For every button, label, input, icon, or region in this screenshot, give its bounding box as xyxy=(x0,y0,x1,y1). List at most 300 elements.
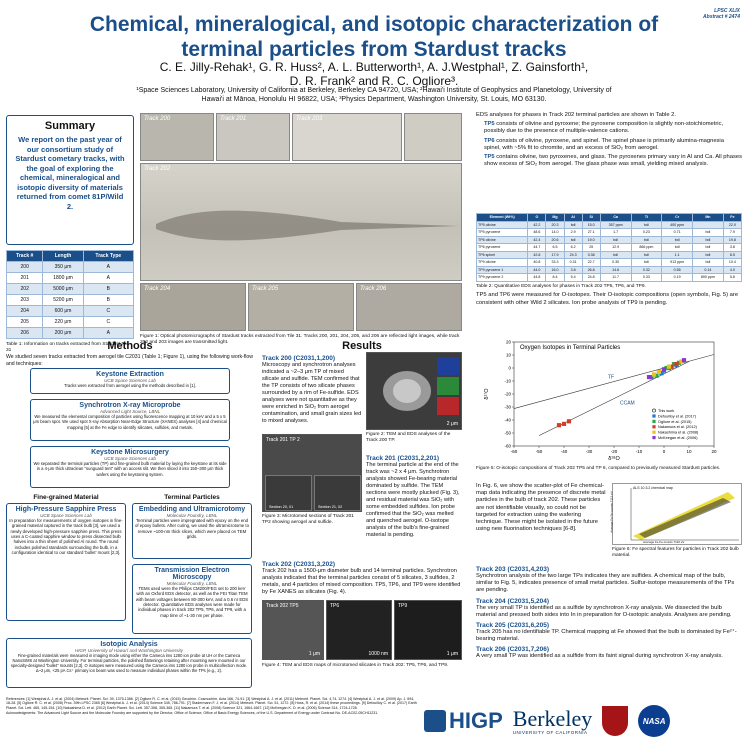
photo-label: Track 204 xyxy=(144,286,171,292)
image-label: Track 202 TP5 xyxy=(266,603,299,609)
table-cell: 8.5 xyxy=(723,251,741,259)
x-tick-label: 10 xyxy=(686,449,692,454)
method-sub: Molecular Foundry, LBNL xyxy=(166,513,218,518)
y-tick-label: -10 xyxy=(504,378,511,384)
table-row xyxy=(7,273,134,284)
abstract-number: Abstract # 2474 xyxy=(703,14,740,20)
table-cell: 10.4 xyxy=(723,259,741,267)
methods-intro: We studied seven tracks extracted from aerogel tile C2031 (Table 1; Figure 1), using the following work-flow and techniques: xyxy=(6,354,254,367)
column-header: Length xyxy=(43,251,83,262)
table-cell: 48.6 xyxy=(528,229,546,237)
data-point xyxy=(652,373,656,377)
table-cell: 2.9 xyxy=(564,229,582,237)
table-row xyxy=(477,244,742,252)
fig4-tp5 xyxy=(262,600,324,660)
title-line-2: terminal particles from Stardust tracks xyxy=(181,38,567,61)
summary-box xyxy=(6,115,134,245)
table-cell: bdl xyxy=(693,236,724,244)
method-title: Keystone Microsurgery xyxy=(91,449,169,456)
legend-label: Defouilloy et al. (2017) xyxy=(658,414,696,419)
table-cell: 7.9 xyxy=(723,229,741,237)
uc-text: UNIVERSITY OF CALIFORNIA xyxy=(512,729,588,735)
method-title: Keystone Extraction xyxy=(96,371,164,378)
results-title: Results xyxy=(342,340,382,352)
section-label: Section 20, 01 xyxy=(269,505,294,509)
table-cell: 1.1 xyxy=(662,251,693,259)
table-cell: 33.3 xyxy=(546,259,564,267)
acknowledgments: Acknowledgments: The Advanced Light Source and the Molecular Foundry are supported by the Director, Office of Science, Office of Basic Energy Sciences, of the U.S. Department of Energy under Contract No. DE-AC02-05CH11231. xyxy=(6,711,379,716)
table-cell: 913 ppm xyxy=(662,259,693,267)
track-203-title: Track 203 (C2031,4,203) xyxy=(476,566,549,573)
y-tick-label: 20 xyxy=(505,339,511,345)
y-tick-label: -20 xyxy=(504,391,511,397)
table-cell: bdl xyxy=(693,244,724,252)
x-tick-label: -10 xyxy=(635,449,643,454)
affiliation-line-1: ¹Space Sciences Laboratory, University of California at Berkeley, Berkeley CA 94720, USA; ²Hawai'i Institute of Geophysics and Planetology, University of xyxy=(136,87,612,94)
method-sub: UCB Space Sciences Lab xyxy=(40,513,92,518)
method-sub: Advanced Light Source, LBNL xyxy=(99,409,161,414)
table-cell: bdl xyxy=(631,259,662,267)
column-header: Track Type xyxy=(83,251,133,262)
higp-mark xyxy=(424,710,446,732)
conference-id xyxy=(703,8,740,20)
method-text: Terminal particles were impregnated with epoxy on the end of epoxy bullets. After curing, we used the ultramicrotome to remove ~100-nm thick slices, which were placed on TEM grids. xyxy=(135,518,249,540)
table-cell: 0.55 xyxy=(662,266,693,274)
photo-label: Track 203 xyxy=(296,116,323,122)
bullet-tp5-label: TP5 xyxy=(484,121,495,128)
x-axis-label: δ¹⁸O xyxy=(608,456,620,462)
method-isotopic-analysis xyxy=(6,638,252,688)
table-cell: 0.31 xyxy=(564,259,582,267)
bullet-tp9-label: TP5 xyxy=(484,154,495,161)
results-track-202 xyxy=(262,558,462,596)
track-203-text: Synchrotron analysis of the two large TPs indicates they are sulfides. A chemical map of the bulb, similar to Fig. 5, indicates presence of small metal particles. Sulfur-isotope measurements of the TPs are pending. xyxy=(476,573,735,594)
eds-intro: EDS analyses for phases in Track 202 terminal particles are shown in Table 2. xyxy=(476,112,676,118)
table-cell: 25 xyxy=(582,244,600,252)
table-cell: 890 ppm xyxy=(693,274,724,282)
table-cell: B xyxy=(83,295,133,306)
table-cell: 4.0 xyxy=(723,266,741,274)
reference-line-label: CCAM xyxy=(620,400,635,407)
table-cell: 24.3 xyxy=(564,251,582,259)
table-cell: 6.5 xyxy=(546,244,564,252)
method-microsurgery xyxy=(30,446,230,488)
chart-title: Oxygen Isotopes in Terminal Particles xyxy=(520,345,621,351)
table-cell: 0.38 xyxy=(582,251,600,259)
fig6-description: In Fig. 6, we show the scatter-plot of Fe chemical-map data indicating the presence of discrete metal particles in the bulb of track 202. These particles are not identifiable visually, so could not be targeted for extraction using the wafering technique. These might be isolated in the future using new fluorination techniques [6-8]. xyxy=(476,483,606,533)
poster-header xyxy=(0,0,748,108)
data-point xyxy=(567,420,571,424)
table-cell: 202 xyxy=(7,284,43,295)
bullet-tp6-label: TP6 xyxy=(484,137,495,144)
track-206-title: Track 206 (C2031,7,206) xyxy=(476,646,549,654)
table-cell: TP6 spinel xyxy=(477,251,528,259)
column-header: Element (Wt%) xyxy=(477,214,528,222)
data-point xyxy=(647,375,651,379)
table-cell: 203 xyxy=(7,295,43,306)
section-b xyxy=(314,475,361,511)
legend-marker xyxy=(652,431,655,434)
method-title: Transmission Electron Microscopy xyxy=(154,567,230,581)
table-cell: TP6 olivine xyxy=(477,236,528,244)
table-cell: 42.2 xyxy=(528,221,546,229)
table-cell: 5200 μm xyxy=(43,295,83,306)
y-tick-label: -50 xyxy=(504,430,511,436)
eds-table xyxy=(476,213,742,282)
bullet-tp6-text: consists of olivine, pyroxene, and spinel. The spinel phase is primarily alumina-magnesia spinel, with ~5% fit to chromite, and an excess of SiO₂ from aerogel. xyxy=(484,137,724,151)
table-cell: TP9 olivine xyxy=(477,259,528,267)
methods-title: Methods xyxy=(107,340,153,352)
summary-title: Summary xyxy=(44,120,96,132)
method-sub: Molecular Foundry, LBNL xyxy=(166,581,218,586)
column-header: Al xyxy=(564,214,582,222)
method-sub: UCB Space Sciences Lab xyxy=(104,378,156,383)
method-title: Isotopic Analysis xyxy=(100,641,158,648)
bullet-tp6 xyxy=(476,138,742,152)
table-cell: 19.0 xyxy=(582,236,600,244)
method-text: In preparation for measurements of oxygen isotopes in fine-grained material captured in the track bulb [3], we used a newly developed high-pressure sapphire press. This press uses a C-coated sapphire window to press dissected bulb halves into a thin sheet of polished Al round. The round includes polished standards surrounding the bulb, in a configuration identical to our standard 'bullet' mount [2,3]. xyxy=(9,518,123,556)
image-label: TP6 xyxy=(330,603,340,609)
table-cell: 6.2 xyxy=(564,244,582,252)
table-cell: C xyxy=(83,317,133,328)
legend-marker xyxy=(652,420,655,423)
column-header: Si xyxy=(582,214,600,222)
method-title: High-Pressure Sapphire Press xyxy=(15,506,117,513)
table-cell: 11.7 xyxy=(600,274,631,282)
fig4-tp9 xyxy=(394,600,462,660)
table-row xyxy=(477,266,742,274)
table-cell: 205 xyxy=(7,317,43,328)
o-isotope-text: TP5 and TP6 were measured for O-isotopes. Their O-isotopic compositions (open symbols, Fig. 5) are consistent with other Wild 2 silicates. Ion probe analysis of TP9 is pending. xyxy=(476,292,739,306)
legend-label: Nakashima et al. (2008) xyxy=(658,430,699,435)
table-cell: 0.14 xyxy=(693,266,724,274)
fig2-particle xyxy=(367,353,462,430)
method-ultramicrotomy xyxy=(132,503,252,559)
track-204-text: The very small TP is identified as a sulfide by synchrotron X-ray analysis. We dissected the bulb material and pressed both sides into In in preparation for O-isotopic analysis. Analyses are pending. xyxy=(476,604,732,618)
data-point xyxy=(557,423,561,427)
method-text: Fine-grained materials were measured in imaging mode using either the Cameca ims 1280 ion probe at UH or the Cameca NanoSIMS at Washington University. For terminal particles, the polished flattenings retaining after mounting were mounted in our specialty-designed "bullet" mounts [2,3]. O isotopes were measured using the Cameca ims 1280 ion probe in multicollection mode. Δ~2 μm, <25 pA Cs⁺ primary ion beam was used to measure individual phases within the TPs (e.g., 2). xyxy=(10,653,248,674)
eds-table-wrap xyxy=(476,213,742,307)
track-table xyxy=(6,250,134,339)
table-cell: 22.7 xyxy=(582,259,600,267)
table-row xyxy=(477,229,742,237)
x-tick-label: -50 xyxy=(535,449,543,454)
figure3-caption: Figure 3: Microtomed sections of Track 201 TP2 showing aerogel and sulfide. xyxy=(262,514,354,525)
table-row xyxy=(477,274,742,282)
table-cell: 5.8 xyxy=(723,274,741,282)
bullet-tp5-text: consists of olivine and pyroxene; the pyroxene composition is slightly non-stoichiometric, possibly due to the presence of multiple-valence cations. xyxy=(484,121,724,135)
photo-label: Track 202 xyxy=(144,166,171,172)
wustl-logo xyxy=(602,706,628,736)
photo-track-201 xyxy=(216,113,290,161)
table-cell: 17.9 xyxy=(546,251,564,259)
data-point xyxy=(675,362,679,366)
table-cell: bdl xyxy=(564,221,582,229)
y-axis-label: δ¹⁷O xyxy=(484,388,490,400)
track-206-text: A very small TP was identified as a sulfide from its faint signal during synchrotron X-ray analysis. xyxy=(476,653,723,660)
table-cell: 22.0 xyxy=(723,221,741,229)
poster-title xyxy=(60,12,688,62)
table-cell: 350 μm xyxy=(43,262,83,273)
table-row xyxy=(477,221,742,229)
table-cell: C xyxy=(83,306,133,317)
x-tick-label: -60 xyxy=(510,449,518,454)
table-cell: A xyxy=(83,262,133,273)
table-cell: 600 μm xyxy=(43,306,83,317)
legend-marker xyxy=(652,425,655,428)
scale-bar: 1 μm xyxy=(446,651,458,657)
column-header: Mn xyxy=(693,214,724,222)
table-cell: bdl xyxy=(564,236,582,244)
method-keystone-extraction xyxy=(30,368,230,394)
table-row xyxy=(7,328,134,339)
table-cell: 44.7 xyxy=(528,244,546,252)
fig6-ylabel: Average Fe Fe-counts 7112 eV xyxy=(609,491,614,533)
photo-extra xyxy=(404,113,462,161)
data-point xyxy=(657,370,661,374)
data-point xyxy=(667,365,671,369)
tracks-203-206 xyxy=(476,566,742,661)
table-cell: 20.6 xyxy=(546,236,564,244)
table-cell: 0.32 xyxy=(631,266,662,274)
table-cell: TP9 pyroxene 2 xyxy=(477,274,528,282)
table-cell: 42.4 xyxy=(528,236,546,244)
table-row xyxy=(7,262,134,273)
track-202-text: Track 202 has a 1500-μm diameter bulb and 14 terminal particles. Synchrotron analysis indicated that the terminal particles consist of 5 silicates, 3 sulfides, 2 metals, and 4 particles of mixed composition. TP5, TP6, and TP9 were identified by Fe XANES as silicates (Fig. 4). xyxy=(262,568,461,595)
table-cell: 0.19 xyxy=(662,274,693,282)
fig6-chart-title: ALS 10.3.2 chemical map xyxy=(633,486,673,490)
table-cell: 44.0 xyxy=(528,266,546,274)
fig6-xlabel: Average Fe Fe-counts 7110 eV xyxy=(643,540,685,544)
authors xyxy=(40,60,708,88)
table-row xyxy=(7,317,134,328)
x-tick-label: 20 xyxy=(711,449,717,454)
table-cell: 5000 μm xyxy=(43,284,83,295)
bullet-tp9 xyxy=(476,154,742,168)
higp-text: HIGP xyxy=(449,708,503,733)
references: References: [1] Westphal A. J. et al. (2004) Meteorit. Planet. Sci. 39, 1375-1386. [2] Ogliore R. C. et al. (2015) Geochim. Cosmochim. Acta 166, 74-91. [3] Westphal A. J. et al. (2011) Meteorit. Planet. Sci. 4,74, 1274. [4] Westphal A. J. et al. (2009) Ap. J. 694, 18-28. [5] Ogliore R. C. et al. (2008) Proc. 39th LPSC 2365 [6] Westphal A. J. et al. (2014) Science 345, 786-791. [7] Stadermann F. J. et al. (2014) Meteorit. Planet. Sci. 51, 1272. [8] Huss, R. et al. (2014) these proceedings. [9] Defouilloy C. et al. (2017) Earth Planet. Sci. Lett. 465, 145-154. [10] Nakashima D. et al. (2012) Earth Planet. Sci. Lett. 357-358, 355-365. [11] Nakamura T. et al. (2008) Science 321, 1664-1667. [12] McKeegan K. D. et al. (2006) Science 314, 1724-1728. xyxy=(6,697,417,710)
column-header: O xyxy=(528,214,546,222)
track-205-title: Track 205 (C2031,6,205) xyxy=(476,622,549,630)
y-tick-label: -40 xyxy=(504,417,511,423)
table-cell: bdl xyxy=(693,229,724,237)
figure6-caption: Figure 6: Fe spectral features for particles in Track 202 bulb material. xyxy=(612,547,739,558)
table-cell: 200 μm xyxy=(43,328,83,339)
scale-bar: 1000 nm xyxy=(368,651,388,657)
table-cell: 40.8 xyxy=(528,259,546,267)
column-header: Track # xyxy=(7,251,43,262)
fig3-section-image xyxy=(262,434,362,512)
table-cell: 0.71 xyxy=(662,229,693,237)
footer-refs xyxy=(6,697,418,716)
method-sub: HIGP, University of Hawai'i and Washington University xyxy=(75,648,183,653)
nasa-text: NASA xyxy=(642,716,666,726)
figure1-caption: Figure 1: Optical photomicrographs of Stardust tracks extracted from Tile 31. Tracks 200, 201, 204, 205, and 206 are reflected light images, while track 202 and 203 images are transmitted light. xyxy=(140,334,460,345)
track-200-title: Track 200 (C2031,1,200) xyxy=(262,355,335,362)
track-201-title: Track 201 (C2031,2,201) xyxy=(366,455,439,462)
figure2-caption: Figure 2: TEM and EDS analyses of the Track 200 TP. xyxy=(366,432,451,443)
track-202-shape xyxy=(141,164,462,281)
table-cell: 14.6 xyxy=(600,266,631,274)
berkeley-text: Berkeley xyxy=(512,705,593,731)
data-point xyxy=(662,368,666,372)
table-cell: 201 xyxy=(7,273,43,284)
method-title: Synchrotron X-ray Microprobe xyxy=(79,402,181,409)
fine-grained-heading: Fine-grained Material xyxy=(33,494,99,501)
track-201-text: The terminal particle at the end of the track was ~2 x 4 μm. Synchrotron analysis showed Fe-bearing material dominated by sulfide. The TEM sections were mostly plucked (Fig. 3), and residual material was SiO₂ with some embedded sulfides. Ion probe confirmed that the SiO₂ was melted and quenched aerogel. O-isotope analysis of the bulb's fine-grained material is pending. xyxy=(366,462,460,538)
legend-label: Ogliore et al. (2015) xyxy=(658,419,692,424)
table-cell: B xyxy=(83,284,133,295)
right-column xyxy=(476,112,742,168)
data-point xyxy=(562,422,566,426)
method-text: TEMs used were the Philips CM200/FEG set to 200 keV with an Oxford EDS detector, as well as the FEI Titan TEM with beam voltages between 80-300 keV, and a 0.6 nr EDS detector. Quantitative EDS analyses were made for individual phases in track 202 TP5, TP6, and TP9, with a map time of ~1-30 nm per phase. xyxy=(135,586,249,618)
table-cell: 19.8 xyxy=(723,236,741,244)
bullet-tp5 xyxy=(476,121,742,135)
legend-marker xyxy=(652,414,655,417)
table-row xyxy=(7,284,134,295)
table-row xyxy=(477,251,742,259)
table-cell: 5.4 xyxy=(564,274,582,282)
oxygen-isotope-chart xyxy=(476,334,742,464)
photo-track-206 xyxy=(356,283,462,331)
table-cell: 1.7 xyxy=(600,229,631,237)
section-label: Section 21, 02 xyxy=(318,505,343,509)
table-cell: 14.0 xyxy=(546,229,564,237)
photo-label: Track 200 xyxy=(144,116,171,122)
column-header: Fe xyxy=(723,214,741,222)
bullet-tp9-text: contains olivine, two pyroxenes, and glass. The pyroxenes primary vary in Al and Ca. All phases show excess of SiO₂ from aerogel. The glass phase was small, yielding mixed analysis. xyxy=(484,154,742,168)
method-text: Tracks were extracted from aerogel using the methods described in [1]. xyxy=(64,383,196,388)
table-cell: bdl xyxy=(693,251,724,259)
terminal-particles-heading: Terminal Particles xyxy=(164,494,220,501)
fig2-tem-image xyxy=(366,352,462,430)
legend-marker xyxy=(652,436,655,439)
track-200-text: Microscopy and synchrotron analyses indicated a ~2–3 μm TP of mixed silicate and sulfide. TEM confirmed that the TP consists of two silicate phases surrounded by a rim of Fe-sulfide. EDS analyses were not quantitative as they were enriched in SiO₂ from aerogel contamination, and small grain sizes led to mixed analyses. xyxy=(262,362,362,424)
table-cell: 15.0 xyxy=(582,221,600,229)
table-cell: 26.8 xyxy=(582,266,600,274)
method-text: We measured the elemental composition of particles using fluorescence mapping at 10 keV and a 5 x 5 μm beam spot. We used spot X-ray Absorption Near-Edge Structure (XANES) analyses [4] and chemical mapping [5] at the Fe edge to identify silicates, sulfides, and metals. xyxy=(33,414,227,430)
y-tick-label: 0 xyxy=(508,365,511,371)
table2-caption: Table 2: Quantitative EDS analyses for phases in Track 202 TP5, TP6, and TP9. xyxy=(476,283,646,289)
table-cell: 206 xyxy=(7,328,43,339)
photo-label: Track 205 xyxy=(252,286,279,292)
methods-column xyxy=(6,340,254,367)
photo-track-205 xyxy=(248,283,354,331)
y-tick-label: -30 xyxy=(504,404,511,410)
figure5-caption: Figure 5: O-isotopic compositions of Track 202 TP5 and TP 6, compared to previously measured Stardust particles. xyxy=(476,466,721,471)
method-title: Embedding and Ultramicrotomy xyxy=(138,506,246,513)
authors-line-2: D. R. Frank² and R. C. Ogliore³. xyxy=(289,74,459,88)
table-cell: 400 ppm xyxy=(662,221,693,229)
method-text: We separated the terminal particles (TP) and fine-grained bulb material by laying the keystone at its side in a 4-μm thick ultraclean "sunguard tent" with an access slit. We then sliced it into 150–300 μm thick wafers using the keystoning system. xyxy=(33,461,227,477)
table-cell: A xyxy=(83,273,133,284)
x-tick-label: -30 xyxy=(585,449,593,454)
table-cell: bdl xyxy=(662,244,693,252)
data-point xyxy=(682,358,686,362)
legend-marker xyxy=(652,409,655,412)
table-cell: 0.33 xyxy=(631,274,662,282)
track-204-title: Track 204 (C2031,5,204) xyxy=(476,597,549,605)
table-cell: 220 μm xyxy=(43,317,83,328)
column-header: Cr xyxy=(662,214,693,222)
photo-track-204 xyxy=(140,283,246,331)
berkeley-logo xyxy=(512,705,593,735)
photo-label: Track 201 xyxy=(220,116,247,122)
table-row xyxy=(477,259,742,267)
figure1 xyxy=(140,113,462,331)
scale-bar: 1 μm xyxy=(308,651,320,657)
figure6-chart xyxy=(609,483,742,545)
track-table-wrap xyxy=(6,250,134,354)
photo-track-203 xyxy=(292,113,402,161)
higp-logo xyxy=(424,708,503,734)
table-cell: 0.23 xyxy=(631,229,662,237)
table-cell: 16.0 xyxy=(546,266,564,274)
table-cell: 42.8 xyxy=(528,251,546,259)
photo-track-202 xyxy=(140,163,462,281)
table-cell: 204 xyxy=(7,306,43,317)
x-tick-label: -40 xyxy=(560,449,568,454)
table-cell: 1800 μm xyxy=(43,273,83,284)
table-cell: 0.30 xyxy=(600,259,631,267)
authors-line-1: C. E. Jilly-Rehak¹, G. R. Huss², A. L. Butterworth¹, A. J.Westphal¹, Z. Gainsforth¹, xyxy=(159,60,589,74)
affiliations xyxy=(40,86,708,104)
summary-text: We report on the past year of our consortium study of Stardust cometary tracks, with the goal of exploring the chemical, mineralogical and isotopic diversity of materials returned from comet 81P/Wild 2. xyxy=(15,135,125,211)
table-cell: 357 ppm xyxy=(600,221,631,229)
table-cell: TP5 olivine xyxy=(477,221,528,229)
method-tem xyxy=(132,564,252,634)
table-cell: bdl xyxy=(631,251,662,259)
legend-label: Nakamura et al. (2012) xyxy=(658,425,697,430)
table-row xyxy=(7,295,134,306)
results-track-200 xyxy=(262,352,362,425)
table-cell: TP6 pyroxene xyxy=(477,244,528,252)
table-cell: bdl xyxy=(600,236,631,244)
table-cell: 12.9 xyxy=(600,244,631,252)
table-cell: 27.1 xyxy=(582,229,600,237)
reference-line-label: TF xyxy=(608,374,615,381)
table-cell: 3.8 xyxy=(723,244,741,252)
photo-label: Track 206 xyxy=(360,286,387,292)
legend-label: McKeegan et al. (2006) xyxy=(658,436,698,440)
table-cell: 44.8 xyxy=(528,274,546,282)
y-tick-label: -60 xyxy=(504,443,511,449)
x-tick-label: -20 xyxy=(610,449,618,454)
fig6-scatter xyxy=(613,484,743,546)
table1-caption: Table 1: Information on tracks extracted from Stardust Tile 31 xyxy=(6,342,129,353)
image-label: TP9 xyxy=(398,603,408,609)
table-cell: bdl xyxy=(631,221,662,229)
table-cell: 24.8 xyxy=(582,274,600,282)
table-cell: bdl xyxy=(662,236,693,244)
title-line-1: Chemical, mineralogical, and isotopic characterization of xyxy=(89,13,659,36)
table-cell: bdl xyxy=(600,251,631,259)
table-cell xyxy=(693,221,724,229)
table-cell: TP9 pyroxene 1 xyxy=(477,266,528,274)
table-cell: 20.3 xyxy=(546,221,564,229)
conference-name: LPSC XLIX xyxy=(714,8,740,14)
legend-label: This work xyxy=(658,409,675,413)
table-cell: A xyxy=(83,328,133,339)
figure5-chart xyxy=(476,334,742,464)
method-sub: UCB Space Sciences Lab xyxy=(104,456,156,461)
table-row xyxy=(7,306,134,317)
table-cell: 200 xyxy=(7,262,43,273)
section-a xyxy=(265,475,312,511)
table-cell: TP5 pyroxene xyxy=(477,229,528,237)
results-track-201 xyxy=(366,452,462,539)
x-tick-label: 0 xyxy=(662,449,666,454)
